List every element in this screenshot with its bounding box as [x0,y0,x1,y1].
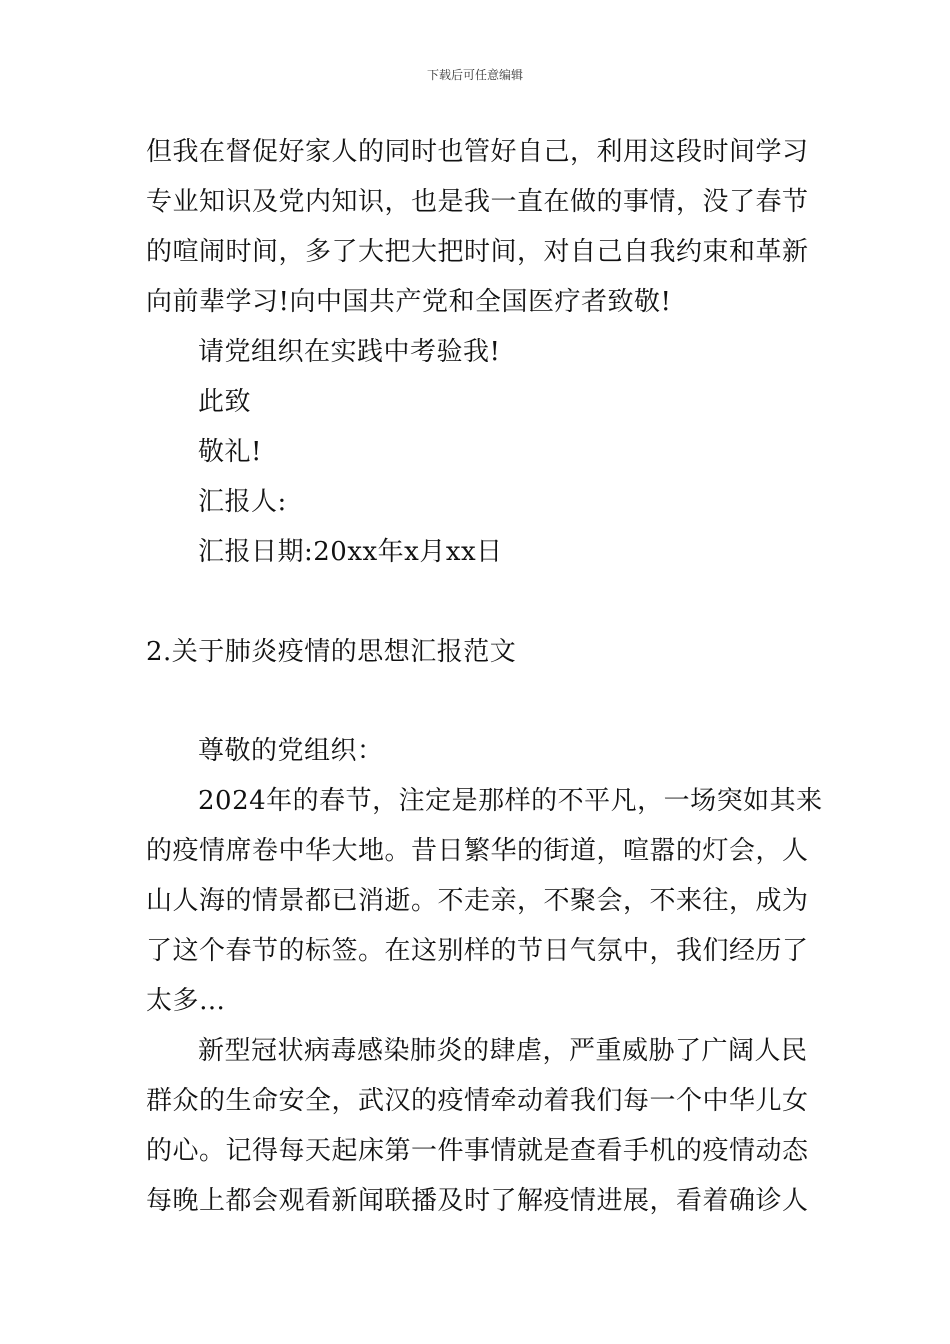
closing-regards: 敬礼! [198,437,262,467]
paragraph-line: 群众的生命安全，武汉的疫情牵动着我们每一个中华儿女 [146,1086,809,1116]
paragraph-line: 向前辈学习!向中国共产党和全国医疗者致敬! [146,287,672,317]
paragraph-line: 新型冠状病毒感染肺炎的肆虐，严重威胁了广阔人民 [198,1036,808,1066]
closing-salute: 此致 [198,387,252,417]
paragraph-line: 的疫情席卷中华大地。昔日繁华的街道，喧嚣的灯会，人 [146,836,809,866]
paragraph-line: 了这个春节的标签。在这别样的节日气氛中，我们经历了 [146,936,809,966]
paragraph-line: 每晚上都会观看新闻联播及时了解疫情进展，看着确诊人 [146,1186,809,1216]
section-heading: 2.关于肺炎疫情的思想汇报范文 [146,637,517,667]
paragraph-line: 2024年的春节，注定是那样的不平凡，一场突如其来 [198,786,823,816]
paragraph-line: 的喧闹时间，多了大把大把时间，对自己自我约束和革新 [146,237,809,267]
paragraph-line: 专业知识及党内知识，也是我一直在做的事情，没了春节 [146,187,809,217]
header-note: 下载后可任意编辑 [426,68,523,82]
paragraph-line: 山人海的情景都已消逝。不走亲，不聚会，不来往，成为 [146,886,809,916]
closing-request: 请党组织在实践中考验我! [198,337,501,367]
reporter-label: 汇报人: [198,487,287,517]
salutation: 尊敬的党组织： [198,736,384,766]
paragraph-line: 太多… [146,986,226,1016]
report-date: 汇报日期:20xx年x月xx日 [198,537,503,567]
paragraph-line: 但我在督促好家人的同时也管好自己，利用这段时间学习 [146,137,809,167]
paragraph-line: 的心。记得每天起床第一件事情就是查看手机的疫情动态 [146,1136,809,1166]
